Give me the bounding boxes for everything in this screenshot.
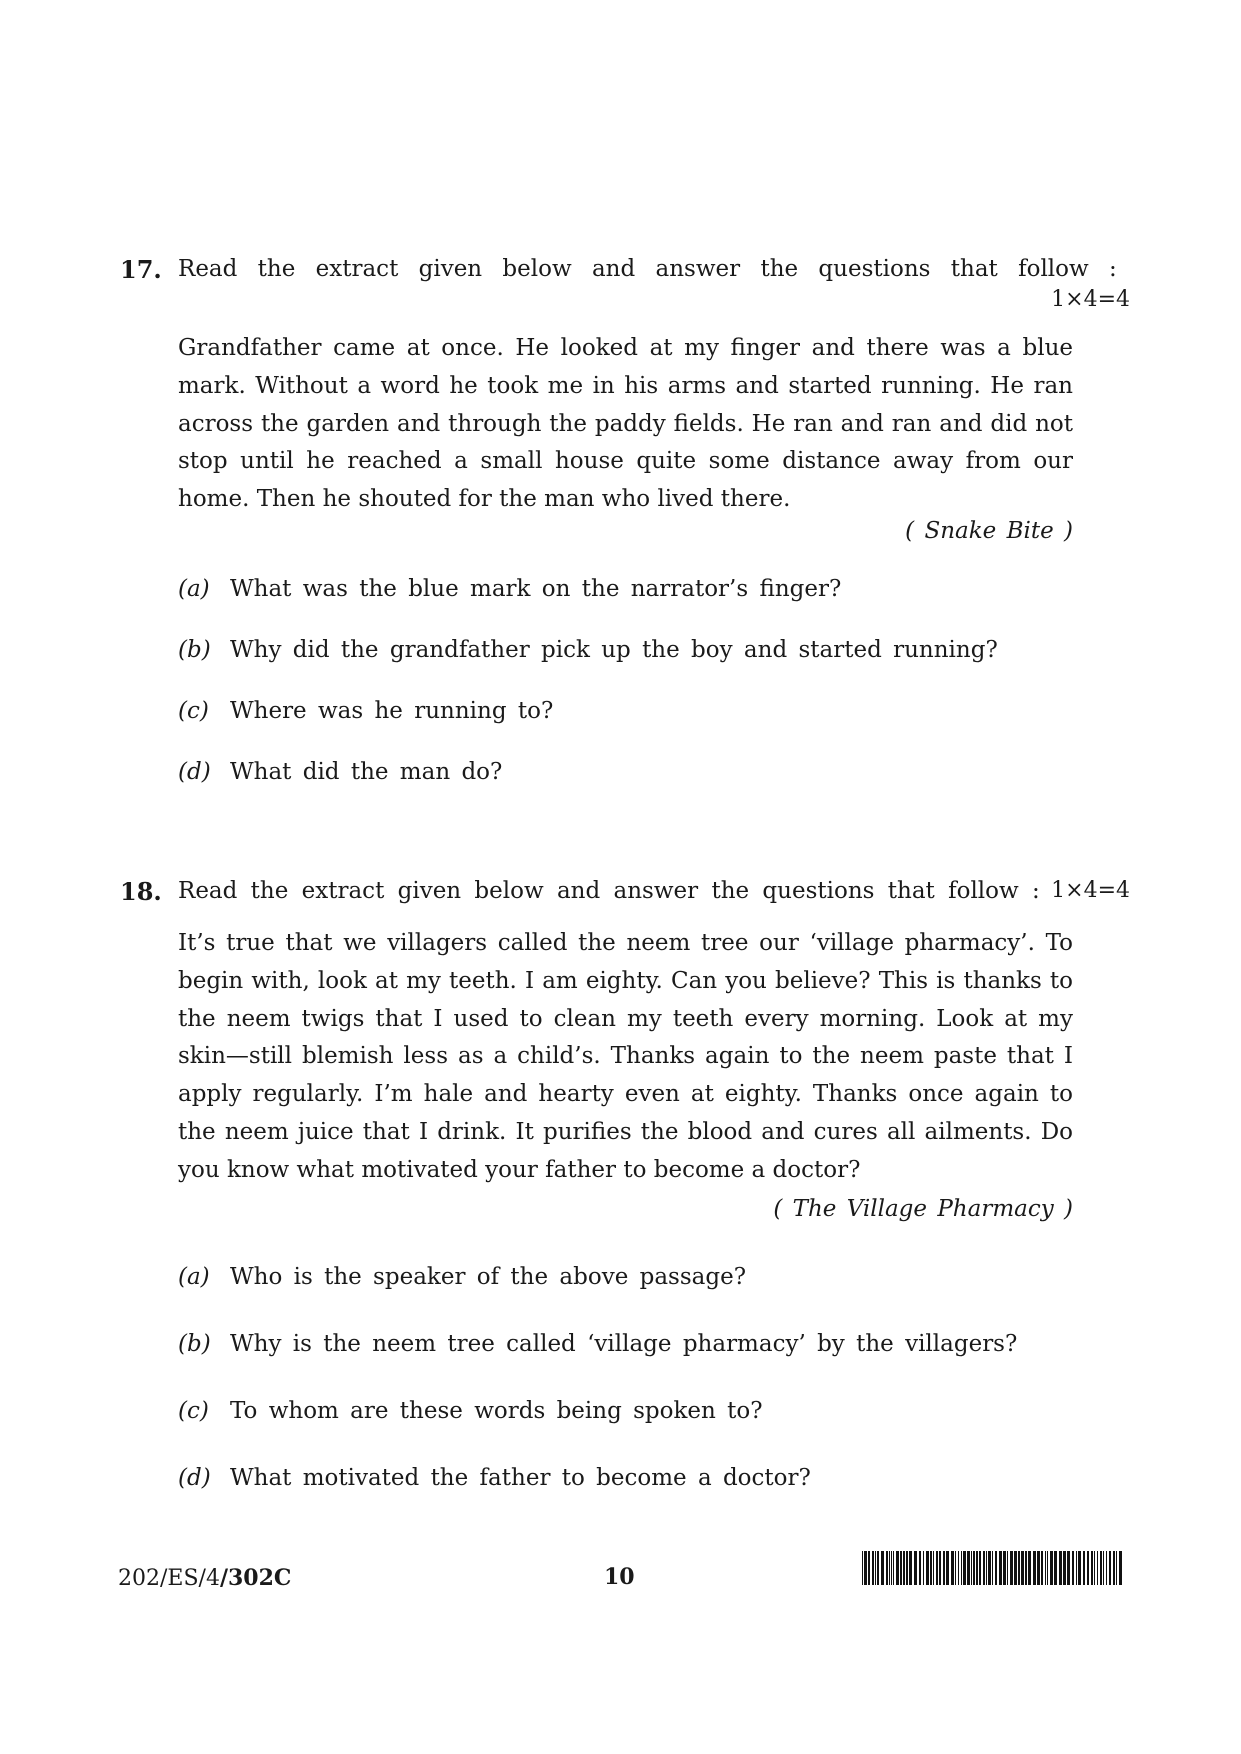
barcode-bar [971,1551,972,1585]
extract-source: ( The Village Pharmacy ) [773,1196,1073,1222]
barcode-bar [872,1551,874,1585]
barcode-bar [891,1551,892,1585]
barcode-bar [909,1551,912,1585]
sub-question-text: What was the blue mark on the narrator’s finger? [230,576,842,602]
barcode-bar [951,1551,954,1585]
barcode-bar [906,1551,908,1585]
sub-question-label: (d) [178,759,211,785]
sub-question [178,637,998,663]
barcode-bar [1087,1551,1089,1585]
barcode-bar [1018,1551,1020,1585]
barcode-bar [979,1551,981,1585]
sub-question [178,1331,1017,1357]
barcode-bar [893,1551,894,1585]
barcode-bar [946,1551,949,1585]
barcode-icon [862,1551,1126,1585]
barcode-bar [983,1551,985,1585]
sub-question-label: (c) [178,698,209,724]
barcode-bar [900,1551,902,1585]
barcode-bar [1045,1551,1046,1585]
barcode-bar [988,1551,991,1585]
barcode-bar [995,1551,997,1585]
barcode-bar [1007,1551,1008,1585]
barcode-bar [868,1551,870,1585]
barcode-bar [926,1551,929,1585]
barcode-bar [999,1551,1002,1585]
sub-question-text: Why is the neem tree called ‘village pharmacy’ by the villagers? [230,1331,1018,1357]
barcode-bar [986,1551,987,1585]
barcode-bar [1047,1551,1048,1585]
barcode-bar [881,1551,884,1585]
sub-question-text: What motivated the father to become a doctor? [230,1465,811,1491]
barcode-bar [930,1551,932,1585]
barcode-bar [896,1551,899,1585]
barcode-bar [1003,1551,1006,1585]
sub-question-text: Why did the grandfather pick up the boy and started running? [230,637,998,663]
sub-question-label: (a) [178,1264,210,1290]
barcode-bar [967,1551,970,1585]
sub-question-label: (b) [178,637,211,663]
sub-question-label: (a) [178,576,210,602]
paper-code [118,1565,291,1591]
barcode-bar [919,1551,921,1585]
barcode-bar [1116,1551,1117,1585]
sub-question-text: Who is the speaker of the above passage? [230,1264,747,1290]
barcode-bar [1078,1551,1081,1585]
barcode-bar [875,1551,876,1585]
sub-question [178,759,502,785]
barcode-bar [877,1551,879,1585]
paper-code-bold: /302C [219,1565,292,1591]
barcode-bar [1014,1551,1017,1585]
marks-label: 1×4=4 [1051,287,1130,312]
barcode-bar [1063,1551,1066,1585]
sub-question-label: (b) [178,1331,211,1357]
barcode-bar [963,1551,966,1585]
extract-passage: It’s true that we villagers called the neem tree our ‘village pharmacy’. To begin with, look at my teeth. I am eighty. Can you believe? This is thanks to the neem twigs that I used to clean my teeth every morning. Look at my skin—still blemish less as a child’s. Thanks again to the neem paste that I apply regularly. I’m hale and hearty even at eighty. Thanks once again to the neem juice that I drink. It purifies the blood and cures all ailments. Do you know what motivated your father to become a doctor? [178,930,1073,1183]
sub-question-text: To whom are these words being spoken to? [230,1398,763,1424]
sub-question [178,1264,746,1290]
paper-code-prefix: 202/ES/4 [118,1566,220,1591]
barcode-bar [976,1551,978,1585]
barcode-bar [1021,1551,1024,1585]
barcode-bar [973,1551,975,1585]
barcode-bar [1041,1551,1043,1585]
barcode-bar [1072,1551,1074,1585]
barcode-bar [903,1551,905,1585]
barcode-bar [1103,1551,1104,1585]
barcode-bar [1050,1551,1053,1585]
barcode-bar [939,1551,941,1585]
barcode-bar [955,1551,956,1585]
barcode-bar [1059,1551,1062,1585]
barcode-bar [933,1551,934,1585]
sub-question-label: (d) [178,1465,211,1491]
barcode-bar [1109,1551,1111,1585]
barcode-bar [1100,1551,1102,1585]
barcode-bar [1113,1551,1115,1585]
sub-question-text: What did the man do? [230,759,503,785]
sub-question [178,1398,763,1424]
barcode-bar [1067,1551,1070,1585]
barcode-bar [992,1551,993,1585]
question-instruction: Read the extract given below and answer the questions that follow : [178,256,1117,282]
barcode-bar [862,1551,863,1585]
barcode-bar [1010,1551,1013,1585]
sub-question [178,1465,811,1491]
extract-source: ( Snake Bite ) [905,518,1073,544]
barcode-bar [864,1551,867,1585]
sub-question-label: (c) [178,1398,209,1424]
barcode-bar [943,1551,945,1585]
barcode-bar [886,1551,888,1585]
barcode-bar [889,1551,890,1585]
barcode-bar [1091,1551,1093,1585]
barcode-bar [1054,1551,1057,1585]
barcode-bar [1025,1551,1027,1585]
barcode-bar [1106,1551,1107,1585]
barcode-bar [1119,1551,1122,1585]
question-number: 18. [120,877,162,906]
barcode-bar [914,1551,917,1585]
question-number: 17. [120,255,162,284]
page-number: 10 [604,1564,635,1590]
barcode-bar [1083,1551,1085,1585]
barcode-bar [923,1551,924,1585]
barcode-bar [936,1551,938,1585]
barcode-bar [1094,1551,1095,1585]
barcode-bar [1028,1551,1031,1585]
sub-question [178,576,841,602]
sub-question-text: Where was he running to? [230,698,554,724]
barcode-bar [1033,1551,1036,1585]
barcode-bar [961,1551,962,1585]
barcode-bar [1076,1551,1077,1585]
extract-passage: Grandfather came at once. He looked at my finger and there was a blue mark. Without a word he took me in his arms and started running. He ran across the garden and through the paddy fields. He ran and ran and did not stop until he reached a small house quite some distance away from our home. Then he shouted for the man who lived there. [178,335,1073,513]
barcode-bar [1097,1551,1098,1585]
marks-label: 1×4=4 [1051,878,1130,903]
sub-question [178,698,553,724]
barcode-bar [958,1551,959,1585]
question-instruction: Read the extract given below and answer the questions that follow : [178,878,1040,904]
barcode-bar [1037,1551,1040,1585]
